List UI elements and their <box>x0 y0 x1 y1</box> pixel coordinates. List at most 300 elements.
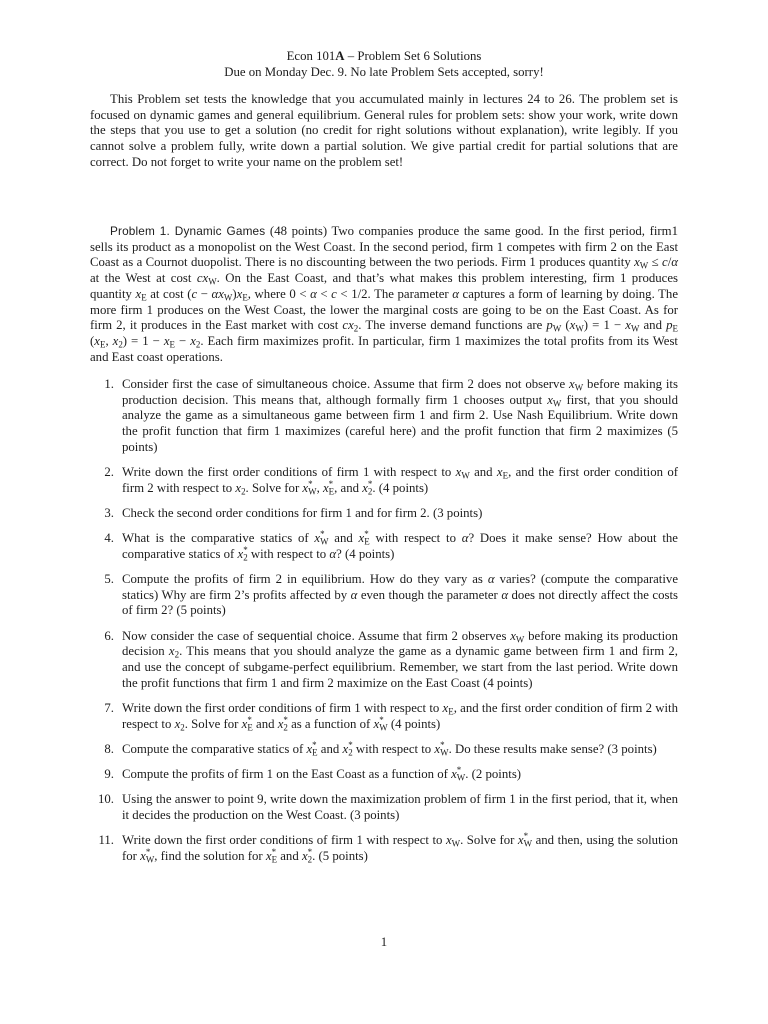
math-subscript: W <box>451 838 461 849</box>
math-variable: x <box>510 628 516 643</box>
text-run: . (2 points) <box>465 767 522 782</box>
math-symbol <box>212 287 233 301</box>
page-number: 1 <box>380 935 388 949</box>
math-superscript: * <box>379 714 384 725</box>
text-run: Econ 101 <box>286 49 336 63</box>
math-variable: α <box>461 531 469 546</box>
math-scripts <box>320 531 328 545</box>
math-scripts <box>631 318 639 332</box>
math-scripts <box>367 478 373 497</box>
math-scripts <box>503 465 508 479</box>
math-superscript: * <box>456 765 462 776</box>
math-subscript: W <box>574 382 584 393</box>
math-superscript: * <box>348 739 353 750</box>
text-run: < 1/2. The parameter <box>336 286 453 301</box>
question-item <box>90 506 678 522</box>
math-variable: α <box>501 587 509 602</box>
math-variable: x <box>373 716 380 731</box>
math-subscript: W <box>208 276 217 287</box>
math-variable: x <box>235 480 242 495</box>
math-variable: x <box>496 465 503 480</box>
text-run: , find the solution for <box>154 848 266 863</box>
math-scripts <box>575 377 583 391</box>
text-run: < <box>316 286 332 301</box>
question-number: 10. <box>98 792 114 807</box>
text-run: − <box>197 286 212 301</box>
math-variable: x <box>455 465 462 480</box>
question-text <box>122 833 678 863</box>
math-subscript: E <box>448 706 454 717</box>
math-variable: x <box>342 741 349 756</box>
math-subscript: W <box>630 323 640 334</box>
math-subscript: 2 <box>353 323 359 334</box>
math-subscript: 2 <box>180 722 185 733</box>
text-run: and <box>328 531 359 546</box>
math-variable: p <box>546 318 553 333</box>
question-text <box>122 506 482 520</box>
question-text <box>122 377 678 454</box>
math-scripts <box>271 846 278 865</box>
math-subscript: W <box>523 838 533 849</box>
text-run: and <box>469 465 497 480</box>
math-variable: x <box>302 480 309 495</box>
math-subscript: W <box>223 292 233 303</box>
math-variable: x <box>237 546 244 561</box>
math-variable: x <box>236 286 243 301</box>
math-symbol <box>175 717 185 731</box>
math-scripts <box>461 465 469 479</box>
emphasis-text: Problem 1. Dynamic Games <box>110 224 266 238</box>
math-subscript: 2 <box>118 339 123 350</box>
math-superscript: * <box>308 478 313 489</box>
math-scripts <box>553 393 561 407</box>
math-scripts <box>312 739 318 758</box>
math-variable: α <box>329 546 337 561</box>
math-variable: x <box>314 531 321 546</box>
math-subscript: W <box>575 323 584 334</box>
math-symbol <box>510 629 524 643</box>
math-variable: α <box>671 255 678 270</box>
question-number: 2. <box>104 465 114 480</box>
question-number: 9. <box>104 767 114 782</box>
text-run: Compute the comparative statics of <box>122 741 307 756</box>
math-symbol <box>446 833 460 847</box>
math-symbol <box>434 739 449 758</box>
question-text <box>122 465 678 495</box>
text-run: and <box>639 318 667 333</box>
math-scripts <box>283 714 288 733</box>
text-run: and <box>277 848 302 863</box>
math-symbol <box>342 318 358 332</box>
question-text <box>122 792 678 822</box>
math-subscript: E <box>169 339 175 350</box>
question-number: 1. <box>104 377 114 391</box>
math-scripts <box>170 334 175 348</box>
math-variable: x <box>569 318 576 333</box>
text-run: ( <box>561 318 570 333</box>
math-subscript: E <box>672 323 678 334</box>
question-number: 8. <box>104 741 114 756</box>
text-run: Now consider the case of <box>122 628 258 643</box>
text-run: – Problem Set 6 Solutions <box>344 49 482 63</box>
question-text <box>122 701 678 731</box>
math-variable: x <box>168 644 175 659</box>
math-symbol <box>443 701 454 715</box>
text-run: . Solve for <box>245 480 303 495</box>
emphasis-text: sequential choice <box>257 628 352 643</box>
math-symbol <box>265 846 278 865</box>
math-scripts <box>241 481 245 495</box>
text-run: . Each firm maximizes profit. In particular, firm 1 maximizes the total profits from its West and East coast operations. <box>90 333 678 364</box>
math-variable: α <box>487 572 495 587</box>
math-symbol <box>113 334 123 348</box>
math-variable: x <box>442 700 449 715</box>
bold-text: A <box>335 49 345 63</box>
math-symbol <box>190 334 200 348</box>
text-run: ) = 1 − <box>583 318 626 333</box>
math-symbol <box>314 531 328 545</box>
math-symbol <box>634 255 649 272</box>
emphasis-text: simultaneous choice <box>256 377 367 391</box>
text-run: varies? (compute the comparative statics) Why are firm 2’s profits affected by <box>122 572 678 602</box>
text-run: ≤ <box>648 255 663 270</box>
math-subscript: W <box>552 398 562 409</box>
math-symbol <box>306 739 318 758</box>
math-subscript: 2 <box>348 747 353 758</box>
math-symbol <box>140 846 155 865</box>
question-number: 11. <box>98 833 114 848</box>
math-variable: x <box>163 333 170 348</box>
math-scripts <box>448 701 453 715</box>
math-variable: c <box>331 286 337 301</box>
math-variable: x <box>625 318 631 333</box>
question-list <box>90 377 678 874</box>
text-run: , <box>105 333 113 348</box>
text-run: before making its production decision <box>122 628 678 659</box>
math-variable: αx <box>211 286 224 301</box>
text-run: . Assume that firm 2 does not observe <box>366 377 570 391</box>
text-run: ? Does it make sense? How about the comparative statics of <box>122 531 678 561</box>
math-scripts <box>553 318 561 332</box>
math-subscript: E <box>247 722 253 733</box>
math-subscript: E <box>141 292 147 303</box>
due-date-line: Due on Monday Dec. 9. No late Problem Sets accepted, sorry! <box>224 65 544 79</box>
math-subscript: E <box>312 747 318 758</box>
math-superscript: * <box>247 714 252 725</box>
math-symbol <box>452 287 459 301</box>
math-subscript: W <box>379 722 388 733</box>
question-item <box>90 531 678 562</box>
math-scripts <box>196 334 200 348</box>
text-run: ( <box>90 333 95 348</box>
math-subscript: E <box>99 339 106 350</box>
math-subscript: 2 <box>241 486 246 497</box>
math-symbol <box>570 318 584 332</box>
math-variable: x <box>174 716 181 731</box>
math-scripts <box>516 629 524 643</box>
text-run: before making its production decision. This means that, although formally firm 1 chooses output <box>122 377 678 407</box>
math-scripts <box>243 544 248 563</box>
math-scripts <box>452 833 460 847</box>
text-run: ) <box>232 286 237 301</box>
math-subscript: W <box>639 261 649 272</box>
question-number: 7. <box>104 700 114 715</box>
text-run: first, that you should analyze the game as a simultaneous game between firm 1 and firm 2. Use Nash Equilibrium. Write down the profit function that firm 1 maximizes (careful here) and the profit function that firm 2 maximizes (5 points) <box>122 392 679 454</box>
math-variable: x <box>451 767 457 782</box>
text-run: ) = 1 − <box>122 333 164 348</box>
math-superscript: * <box>523 831 529 842</box>
math-superscript: * <box>440 739 445 750</box>
math-variable: c <box>662 255 668 270</box>
math-symbol <box>359 531 370 545</box>
text-run: (48 points) Two companies produce the same good. In the first period, firm1 sells its product as a monopolist on the West Coast. In the second period, firm 1 competes with firm 2 on the East Coast as a Cournot duopolist. There is no discounting between the two periods. Firm 1 produces quantity <box>90 224 679 270</box>
math-variable: c <box>191 286 198 301</box>
question-item <box>90 833 678 864</box>
math-superscript: * <box>367 478 373 489</box>
math-variable: x <box>135 286 142 301</box>
math-symbol <box>237 544 248 563</box>
question-text <box>122 572 678 617</box>
document-title <box>0 48 768 64</box>
math-variable: x <box>112 333 119 348</box>
math-symbol <box>237 287 248 301</box>
math-subscript: W <box>440 747 449 758</box>
question-text <box>122 629 678 690</box>
math-scripts <box>672 318 677 332</box>
question-text <box>122 767 521 781</box>
math-variable: α <box>310 286 317 301</box>
text-run: even though the parameter <box>357 587 502 602</box>
math-symbol <box>164 334 175 348</box>
math-symbol <box>136 287 147 301</box>
text-run: , where 0 < <box>247 286 311 301</box>
math-superscript: * <box>283 714 288 725</box>
math-symbol <box>302 478 317 497</box>
question-item <box>90 377 678 456</box>
math-superscript: * <box>312 739 317 750</box>
text-run: Compute the profits of firm 2 in equilibrium. How do they vary as <box>122 572 488 587</box>
math-variable: x <box>634 255 640 270</box>
math-subscript: 2 <box>195 339 201 350</box>
math-symbol <box>301 846 313 865</box>
text-run: and then, using the solution for <box>122 833 678 863</box>
math-scripts <box>100 334 105 348</box>
math-symbol <box>666 318 678 332</box>
math-variable: x <box>140 848 146 863</box>
math-symbol <box>569 377 583 391</box>
math-symbol <box>310 287 317 301</box>
math-variable: x <box>190 333 196 348</box>
math-subscript: 2 <box>283 722 288 733</box>
math-subscript: W <box>145 854 155 865</box>
math-variable: x <box>241 716 248 731</box>
math-variable: cx <box>342 318 354 333</box>
math-variable: x <box>306 741 313 756</box>
problem-1-paragraph <box>90 224 678 365</box>
text-run: , and <box>334 480 363 495</box>
math-scripts <box>208 271 216 285</box>
math-scripts <box>348 739 353 758</box>
math-variable: x <box>301 848 308 863</box>
math-symbol <box>94 334 105 348</box>
math-variable: x <box>547 392 553 407</box>
math-variable: x <box>277 716 284 731</box>
text-run: with respect to <box>352 741 435 756</box>
math-symbol <box>235 481 245 495</box>
text-run: and <box>317 741 343 756</box>
question-number: 6. <box>104 628 114 643</box>
text-run: and <box>252 716 278 731</box>
math-symbol <box>342 739 353 758</box>
math-variable: x <box>94 333 100 348</box>
text-run: Write down the first order conditions of firm 1 with respect to <box>122 833 446 848</box>
question-number: 3. <box>104 505 114 520</box>
math-subscript: E <box>271 854 278 865</box>
question-item <box>90 701 678 732</box>
math-scripts <box>180 717 184 731</box>
text-run: . The inverse demand functions are <box>358 318 547 333</box>
text-run: . (5 points) <box>312 848 368 863</box>
math-symbol <box>373 714 388 733</box>
math-subscript: 2 <box>307 854 313 865</box>
math-scripts <box>307 846 313 865</box>
math-symbol <box>168 644 180 661</box>
text-run: at cost ( <box>146 286 192 301</box>
text-run: captures a form of learning by doing. The more firm 1 produces on the West Coast, the lower the marginal costs are going to be on the East Coast. As for firm 2, it produces in the East market with cost <box>90 286 678 333</box>
math-superscript: * <box>328 478 334 489</box>
math-subscript: W <box>461 470 470 481</box>
math-scripts <box>118 334 122 348</box>
math-scripts <box>457 767 465 781</box>
math-symbol <box>671 255 678 269</box>
math-superscript: * <box>364 529 369 540</box>
math-symbol <box>277 714 288 733</box>
math-symbol <box>451 767 465 781</box>
text-run: Consider first the case of <box>122 377 257 391</box>
math-subscript: 2 <box>174 650 180 661</box>
question-text <box>122 531 678 561</box>
math-subscript: E <box>328 486 335 497</box>
text-run: Write down the first order conditions of firm 1 with respect to <box>122 465 456 480</box>
math-subscript: W <box>308 486 317 497</box>
math-subscript: 2 <box>367 486 373 497</box>
math-subscript: W <box>456 772 466 783</box>
math-symbol <box>456 465 470 479</box>
text-run: , and the first order condition of firm 2 with respect to <box>122 700 678 731</box>
text-run: . On the East Coast, and that’s what makes this problem interesting, firm 1 produces quantity <box>90 271 678 301</box>
math-subscript: W <box>320 536 329 547</box>
question-item <box>90 572 678 619</box>
text-run: , <box>316 480 323 495</box>
text-run: Using the answer to point 9, write down the maximization problem of firm 1 in the first period, that it, when it decides the production on the West Coast. (3 points) <box>122 792 678 822</box>
math-variable: cx <box>196 271 209 286</box>
text-run: with respect to <box>369 531 462 546</box>
text-run: (4 points) <box>387 716 441 731</box>
text-run: What is the comparative statics of <box>122 531 315 546</box>
math-scripts <box>242 287 247 301</box>
math-subscript: 2 <box>243 552 248 563</box>
math-scripts <box>174 644 180 661</box>
math-subscript: W <box>552 323 562 334</box>
math-scripts <box>639 255 649 272</box>
text-run: Write down the first order conditions of firm 1 with respect to <box>122 700 443 715</box>
math-variable: x <box>445 833 452 848</box>
math-symbol <box>518 833 532 847</box>
question-number: 4. <box>104 531 114 546</box>
text-run: . This means that you should analyze the game as a dynamic game between firm 1 and firm 2, and use the concept of subgame-perfect equilibrium. Remember, we start from the last period. Write down the profit functions that firm 1 and firm 2 maximize on the East Coast (4 points) <box>122 644 678 690</box>
math-variable: p <box>666 318 673 333</box>
text-run: as a function of <box>287 716 374 731</box>
text-run: Check the second order conditions for firm 1 and for firm 2. (3 points) <box>122 505 483 520</box>
math-variable: x <box>322 480 329 495</box>
math-variable: x <box>517 833 524 848</box>
math-scripts <box>247 714 253 733</box>
text-run: at the West at cost <box>90 271 197 286</box>
question-number: 5. <box>104 572 114 587</box>
math-symbol <box>362 478 373 497</box>
question-item <box>90 767 678 783</box>
math-scripts <box>440 739 449 758</box>
question-item <box>90 629 678 692</box>
math-symbol <box>322 478 335 497</box>
math-subscript: E <box>502 470 509 481</box>
question-item <box>90 739 678 758</box>
text-run: . Solve for <box>184 716 242 731</box>
intro-paragraph: This Problem set tests the knowledge that you accumulated mainly in lectures 24 to 26. The problem set is focused on dynamic games and general equilibrium. General rules for problem sets: show your work, write down the steps that you use to get a solution (no credit for right solutions without explanation), write legibly. If you cannot solve a problem fully, write down a partial solution. We give partial credit for partial solutions that are correct. Do not forget to write your name on the problem set! <box>90 92 678 169</box>
math-superscript: * <box>307 846 313 857</box>
text-run: , and the first order condition of firm 2 with respect to <box>122 465 678 495</box>
text-run: does not directly affect the costs of firm 2? (5 points) <box>122 587 679 618</box>
text-run: with respect to <box>247 546 330 561</box>
math-scripts <box>141 287 146 301</box>
text-run: Compute the profits of firm 1 on the East Coast as a function of <box>122 767 452 782</box>
math-scripts <box>354 318 358 332</box>
math-scripts <box>364 531 369 545</box>
math-scripts <box>308 478 317 497</box>
math-superscript: * <box>145 846 151 857</box>
math-subscript: W <box>515 634 525 645</box>
math-symbol <box>488 572 495 586</box>
math-variable: x <box>362 480 368 495</box>
math-variable: x <box>434 741 441 756</box>
question-item <box>90 465 678 496</box>
text-run: ? (4 points) <box>336 546 395 561</box>
text-run: − <box>175 333 191 348</box>
math-scripts <box>524 833 532 847</box>
text-run: . Assume that firm 2 observes <box>351 628 511 643</box>
math-superscript: * <box>320 529 325 540</box>
question-text <box>122 739 657 758</box>
text-run: . Do these results make sense? (3 points) <box>448 741 657 756</box>
math-variable: α <box>350 587 358 602</box>
math-scripts <box>145 846 155 865</box>
math-subscript: E <box>364 536 370 547</box>
math-superscript: * <box>243 544 248 555</box>
math-scripts <box>224 287 232 301</box>
math-symbol <box>197 271 217 285</box>
math-symbol <box>547 393 561 407</box>
math-scripts <box>379 714 388 733</box>
text-run: . (4 points) <box>372 480 429 495</box>
math-variable: x <box>358 531 365 546</box>
math-symbol <box>546 318 561 332</box>
math-symbol <box>241 714 253 733</box>
math-symbol <box>497 465 508 479</box>
question-item <box>90 792 678 823</box>
math-scripts <box>575 318 583 332</box>
math-variable: x <box>569 377 575 391</box>
math-variable: x <box>265 848 272 863</box>
